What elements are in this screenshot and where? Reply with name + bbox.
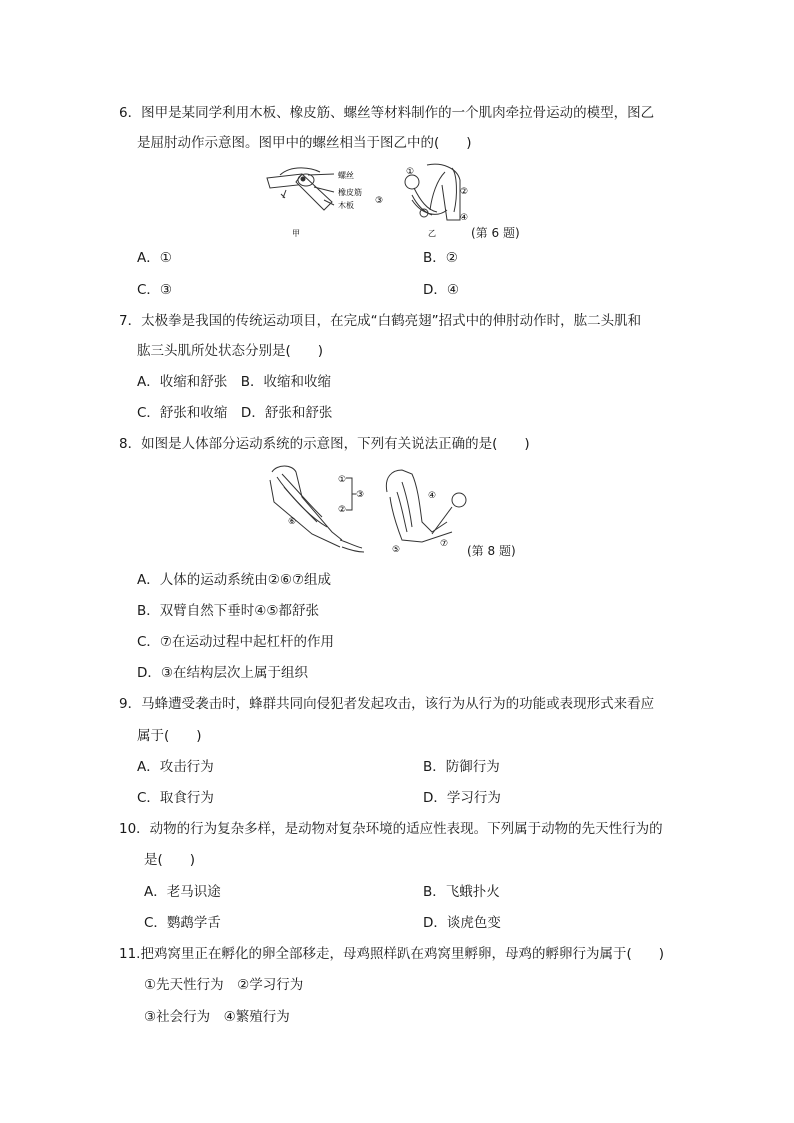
q8-option-b: B．双臂自然下垂时④⑤都舒张 bbox=[137, 603, 319, 619]
q8-num-4: ④ bbox=[428, 491, 437, 501]
q9-option-a: A．攻击行为 bbox=[137, 759, 214, 775]
q8-option-a: A．人体的运动系统由②⑥⑦组成 bbox=[137, 572, 332, 588]
q6-num-1: ① bbox=[406, 167, 415, 177]
q9-stem-line1: 9．马蜂遭受袭击时，蜂群共同向侵犯者发起攻击，该行为从行为的功能或表现形式来看应 bbox=[119, 696, 655, 712]
q8-num-6: ⑥ bbox=[288, 517, 297, 527]
q10-option-a: A．老马识途 bbox=[144, 884, 221, 900]
q6-stem-line1: 6．图甲是某同学利用木板、橡皮筋、螺丝等材料制作的一个肌肉牵拉骨运动的模型，图乙 bbox=[119, 105, 655, 121]
q6-option-b: B．② bbox=[423, 250, 458, 266]
q6-num-3: ③ bbox=[375, 196, 384, 206]
q6-panel-a-label: 甲 bbox=[292, 229, 300, 238]
q7-stem-line1: 7．太极拳是我国的传统运动项目，在完成“白鹤亮翅”招式中的伸肘动作时，肱二头肌和 bbox=[119, 313, 642, 329]
q11-choices-line1: ①先天性行为 ②学习行为 bbox=[144, 977, 304, 993]
q6-figure bbox=[262, 160, 492, 240]
q10-stem-line1: 10．动物的行为复杂多样，是动物对复杂环境的适应性表现。下列属于动物的先天性行为的 bbox=[119, 821, 663, 837]
q8-num-7: ⑦ bbox=[440, 539, 449, 549]
q9-option-b: B．防御行为 bbox=[423, 759, 500, 775]
q8-num-3: ③ bbox=[356, 490, 365, 500]
q8-figure bbox=[262, 462, 482, 557]
q7-options-line2: C．舒张和收缩 D．舒张和舒张 bbox=[137, 405, 333, 421]
q6-caption: (第 6 题) bbox=[471, 226, 520, 240]
q8-num-2: ② bbox=[338, 505, 347, 515]
q6-num-4: ④ bbox=[460, 213, 469, 223]
q7-options-line1: A．收缩和舒张 B．收缩和收缩 bbox=[137, 374, 331, 390]
q8-option-c: C．⑦在运动过程中起杠杆的作用 bbox=[137, 634, 335, 650]
q9-option-d: D．学习行为 bbox=[423, 790, 501, 806]
q8-num-1: ① bbox=[338, 475, 347, 485]
q6-option-d: D．④ bbox=[423, 282, 459, 298]
q6-model-figure bbox=[267, 168, 334, 210]
q8-caption: (第 8 题) bbox=[467, 544, 516, 558]
q6-label-rubber: 橡皮筋 bbox=[338, 188, 362, 197]
q10-stem-line2: 是( ) bbox=[144, 852, 196, 868]
q10-option-d: D．谈虎色变 bbox=[423, 915, 501, 931]
q6-stem-line2: 是屈肘动作示意图。图甲中的螺丝相当于图乙中的( ) bbox=[137, 135, 472, 151]
q6-num-2: ② bbox=[460, 187, 469, 197]
q8-flexed-arm bbox=[386, 470, 466, 542]
q6-option-a: A．① bbox=[137, 250, 172, 266]
q9-option-c: C．取食行为 bbox=[137, 790, 214, 806]
q11-choices-line2: ③社会行为 ④繁殖行为 bbox=[144, 1009, 290, 1025]
q6-label-screw: 螺丝 bbox=[338, 171, 354, 180]
q8-option-d: D．③在结构层次上属于组织 bbox=[137, 665, 308, 681]
q10-option-c: C．鹦鹉学舌 bbox=[144, 915, 221, 931]
q8-stem: 8．如图是人体部分运动系统的示意图，下列有关说法正确的是( ) bbox=[119, 436, 530, 452]
q8-num-5: ⑤ bbox=[392, 545, 401, 555]
q6-panel-b-label: 乙 bbox=[428, 229, 436, 238]
q9-stem-line2: 属于( ) bbox=[137, 728, 202, 744]
q11-stem: 11.把鸡窝里正在孵化的卵全部移走，母鸡照样趴在鸡窝里孵卵，母鸡的孵卵行为属于( ) bbox=[119, 946, 665, 962]
q6-label-board: 木板 bbox=[338, 201, 354, 210]
q10-option-b: B．飞蛾扑火 bbox=[423, 884, 500, 900]
q7-stem-line2: 肱三头肌所处状态分别是( ) bbox=[137, 343, 324, 359]
q6-option-c: C．③ bbox=[137, 282, 173, 298]
q8-extended-arm bbox=[270, 466, 364, 552]
